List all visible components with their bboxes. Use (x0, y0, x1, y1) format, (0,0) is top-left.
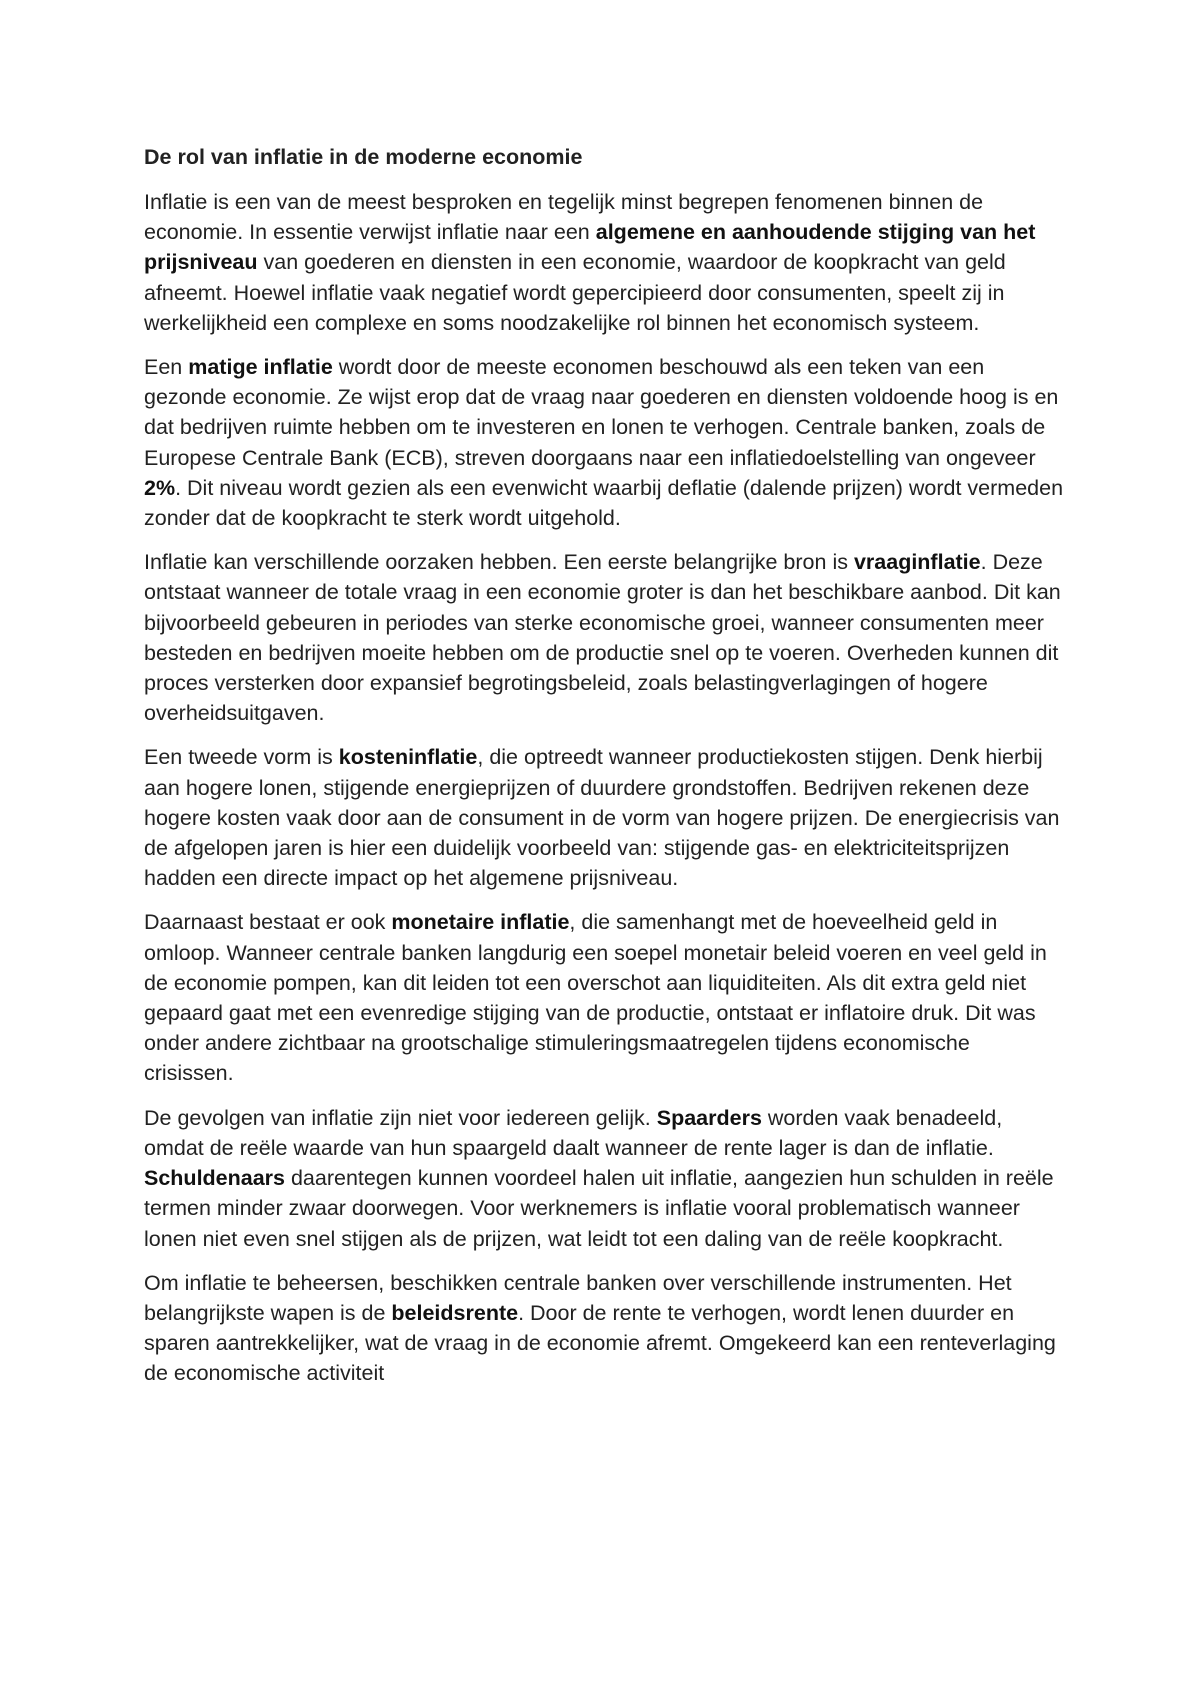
bold-term: kosteninflatie (338, 745, 478, 770)
text-run: Een (144, 355, 189, 380)
paragraph (144, 1268, 1064, 1389)
bold-term: matige inflatie (188, 355, 333, 380)
text-run: van goederen en diensten in een economie, waardoor de koopkracht van geld afneemt. Hoewel inflatie vaak negatief wordt gepercipieerd door consumenten, speelt zij in werkelijkheid een complexe en soms noodzakelijke rol binnen het economisch systeem. (144, 250, 1006, 335)
document-title: De rol van inflatie in de moderne economie (144, 145, 583, 169)
bold-term: algemene en aanhoudende stijging van het prijsniveau (144, 220, 1036, 275)
text-run: . Dit niveau wordt gezien als een evenwicht waarbij deflatie (dalende prijzen) wordt vermeden zonder dat de koopkracht te sterk wordt uitgehold. (144, 475, 1064, 531)
bold-term: Schuldenaars (144, 1166, 285, 1191)
text-run: . Door de rente te verhogen, wordt lenen duurder en sparen aantrekkelijker, wat de vraag in de economie afremt. Omgekeerd kan een renteverlaging de economische activiteit (144, 1300, 1056, 1386)
text-run: Inflatie kan verschillende oorzaken hebben. Een eerste belangrijke bron is (144, 550, 854, 575)
text-run: wordt door de meeste economen beschouwd als een teken van een gezonde economie. Ze wijst erop dat de vraag naar goederen en diensten voldoende hoog is en dat bedrijven ruimte hebben om te investeren en lonen te verhogen. Centrale banken, zoals de Europese Centrale Bank (ECB), streven doorgaans naar een inflatiedoelstelling van ongeveer (144, 355, 1059, 470)
document-body (144, 187, 1064, 1389)
text-run: De gevolgen van inflatie zijn niet voor iedereen gelijk. (144, 1105, 657, 1130)
text-run: daarentegen kunnen voordeel halen uit inflatie, aangezien hun schulden in reële termen minder zwaar doorwegen. Voor werknemers is inflatie vooral problematisch wanneer lonen niet even snel stijgen als de prijzen, wat leidt tot een daling van de reële koopkracht. (144, 1166, 1054, 1251)
text-run: Om inflatie te beheersen, beschikken centrale banken over verschillende instrumenten. Het belangrijkste wapen is de (144, 1270, 1012, 1325)
text-run: , die samenhangt met de hoeveelheid geld in omloop. Wanneer centrale banken langdurig een soepel monetair beleid voeren en veel geld in de economie pompen, kan dit leiden tot een overschot aan liquiditeiten. Als dit extra geld niet gepaard gaat met een evenredige stijging van de productie, ontstaat er inflatoire druk. Dit was onder andere zichtbaar na grootschalige stimuleringsmaatregelen tijdens economische crisissen. (144, 910, 1047, 1086)
bold-term: 2% (144, 475, 176, 500)
paragraph (144, 907, 1064, 1088)
paragraph (144, 187, 1064, 338)
paragraph (144, 742, 1064, 893)
paragraph (144, 352, 1064, 533)
text-run: . Deze ontstaat wanneer de totale vraag in een economie groter is dan het beschikbare aanbod. Dit kan bijvoorbeeld gebeuren in periodes van sterke economische groei, wanneer consumenten meer besteden en bedrijven moeite hebben om de productie snel op te voeren. Overheden kunnen dit proces versterken door expansief begrotingsbeleid, zoals belastingverlagingen of hogere overheidsuitgaven. (144, 550, 1061, 726)
text-run: Een tweede vorm is (144, 745, 339, 770)
text-run: , die optreedt wanneer productiekosten stijgen. Denk hierbij aan hogere lonen, stijgende energieprijzen of duurdere grondstoffen. Bedrijven rekenen deze hogere kosten vaak door aan de consument in de vorm van hogere prijzen. De energiecrisis van de afgelopen jaren is hier een duidelijk voorbeeld van: stijgende gas- en elektriciteitsprijzen hadden een directe impact op het algemene prijsniveau. (144, 745, 1060, 891)
text-run: worden vaak benadeeld, omdat de reële waarde van hun spaargeld daalt wanneer de rente lager is dan de inflatie. (144, 1105, 1003, 1160)
paragraph (144, 547, 1064, 728)
bold-term: vraaginflatie (853, 550, 981, 575)
paragraph (144, 1103, 1064, 1254)
text-run: Inflatie is een van de meest besproken en tegelijk minst begrepen fenomenen binnen de economie. In essentie verwijst inflatie naar een (144, 190, 984, 245)
bold-term: monetaire inflatie (391, 910, 570, 935)
text-run: Daarnaast bestaat er ook (144, 910, 392, 935)
bold-term: beleidsrente (391, 1300, 519, 1325)
document-page (144, 142, 1064, 1403)
bold-term: Spaarders (656, 1105, 762, 1130)
